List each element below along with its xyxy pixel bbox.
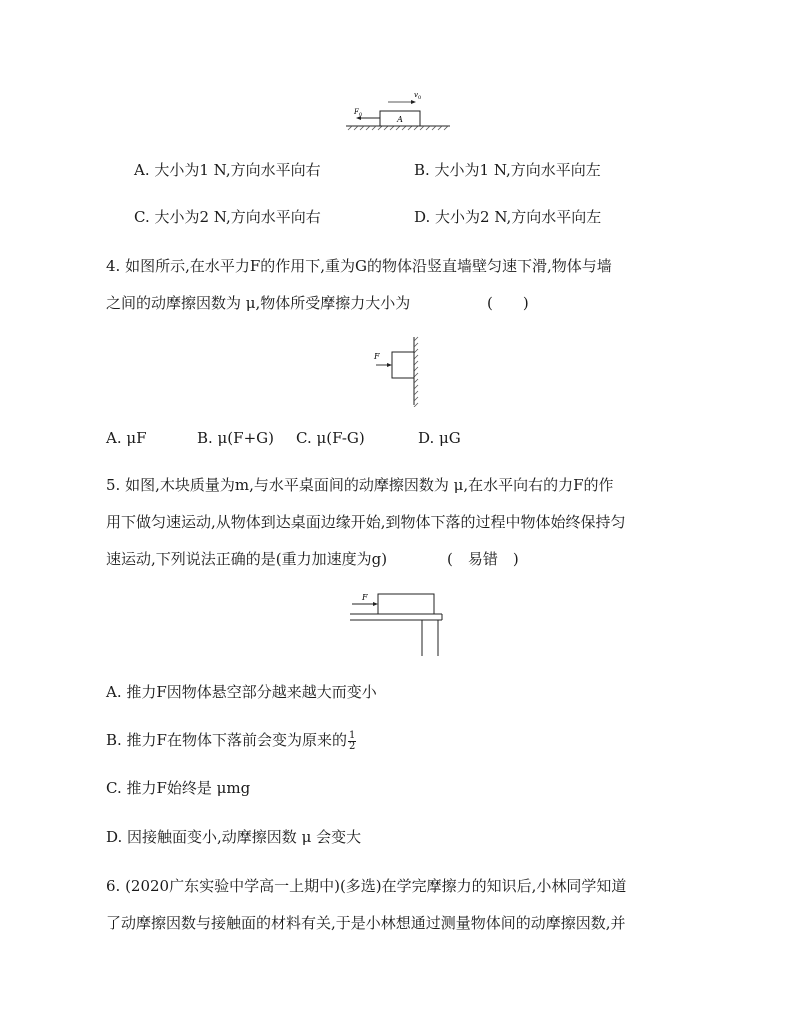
- q3-option-d[interactable]: D. 大小为2 N,方向水平向左: [414, 208, 602, 226]
- figure-block-on-ground: [340, 88, 455, 133]
- q3-option-a[interactable]: A. 大小为1 N,方向水平向右: [134, 161, 321, 179]
- q4-option-d[interactable]: D. μG: [418, 429, 461, 447]
- q4-option-c[interactable]: C. μ(F-G): [296, 429, 365, 447]
- q3-option-c[interactable]: C. 大小为2 N,方向水平向右: [134, 208, 321, 226]
- svg-text:0: 0: [359, 112, 363, 118]
- q4-option-b[interactable]: B. μ(F+G): [197, 429, 274, 447]
- q5-stem-line2: 用下做匀速运动,从物体到达桌面边缘开始,到物体下落的过程中物体始终保持匀: [106, 513, 626, 531]
- q5-option-d[interactable]: D. 因接触面变小,动摩擦因数 μ 会变大: [106, 828, 362, 846]
- q5-stem-line3: 速运动,下列说法正确的是(重力加速度为g): [106, 550, 388, 568]
- q5-stem-line1: 5. 如图,木块质量为m,与水平桌面间的动摩擦因数为 μ,在水平向右的力F的作: [106, 476, 614, 494]
- figure-block-on-table: [346, 590, 448, 658]
- q4-answer-paren: ( ): [487, 294, 529, 312]
- q6-stem-line1: 6. (2020广东实验中学高一上期中)(多选)在学完摩擦力的知识后,小林同学知道: [106, 877, 627, 895]
- q5-option-b[interactable]: B. 推力F在物体下落前会变为原来的 $\frac{1}{2}$: [106, 729, 356, 752]
- q5-option-a[interactable]: A. 推力F因物体悬空部分越来越大而变小: [106, 683, 377, 701]
- figure-block-on-wall: [368, 335, 428, 407]
- q4-stem-line2: 之间的动摩擦因数为 μ,物体所受摩擦力大小为: [106, 294, 411, 312]
- force-label: F: [354, 108, 359, 116]
- q5-option-c[interactable]: C. 推力F始终是 μmg: [106, 779, 251, 797]
- q3-option-b[interactable]: B. 大小为1 N,方向水平向左: [414, 161, 601, 179]
- q4-option-a[interactable]: A. μF: [106, 429, 147, 447]
- block-label: A: [397, 115, 403, 124]
- svg-text:0: 0: [418, 95, 422, 101]
- q6-stem-line2: 了动摩擦因数与接触面的材料有关,于是小林想通过测量物体间的动摩擦因数,并: [106, 914, 626, 932]
- q4-stem-line1: 4. 如图所示,在水平力F的作用下,重为G的物体沿竖直墙壁匀速下滑,物体与墙: [106, 257, 612, 275]
- wall-force-label: F: [374, 352, 380, 361]
- fraction-one-half: $\frac{1}{2}$: [348, 729, 356, 752]
- q5-tag: ( 易错 ): [447, 550, 519, 568]
- velocity-label: v: [414, 91, 418, 99]
- table-force-label: F: [362, 593, 368, 602]
